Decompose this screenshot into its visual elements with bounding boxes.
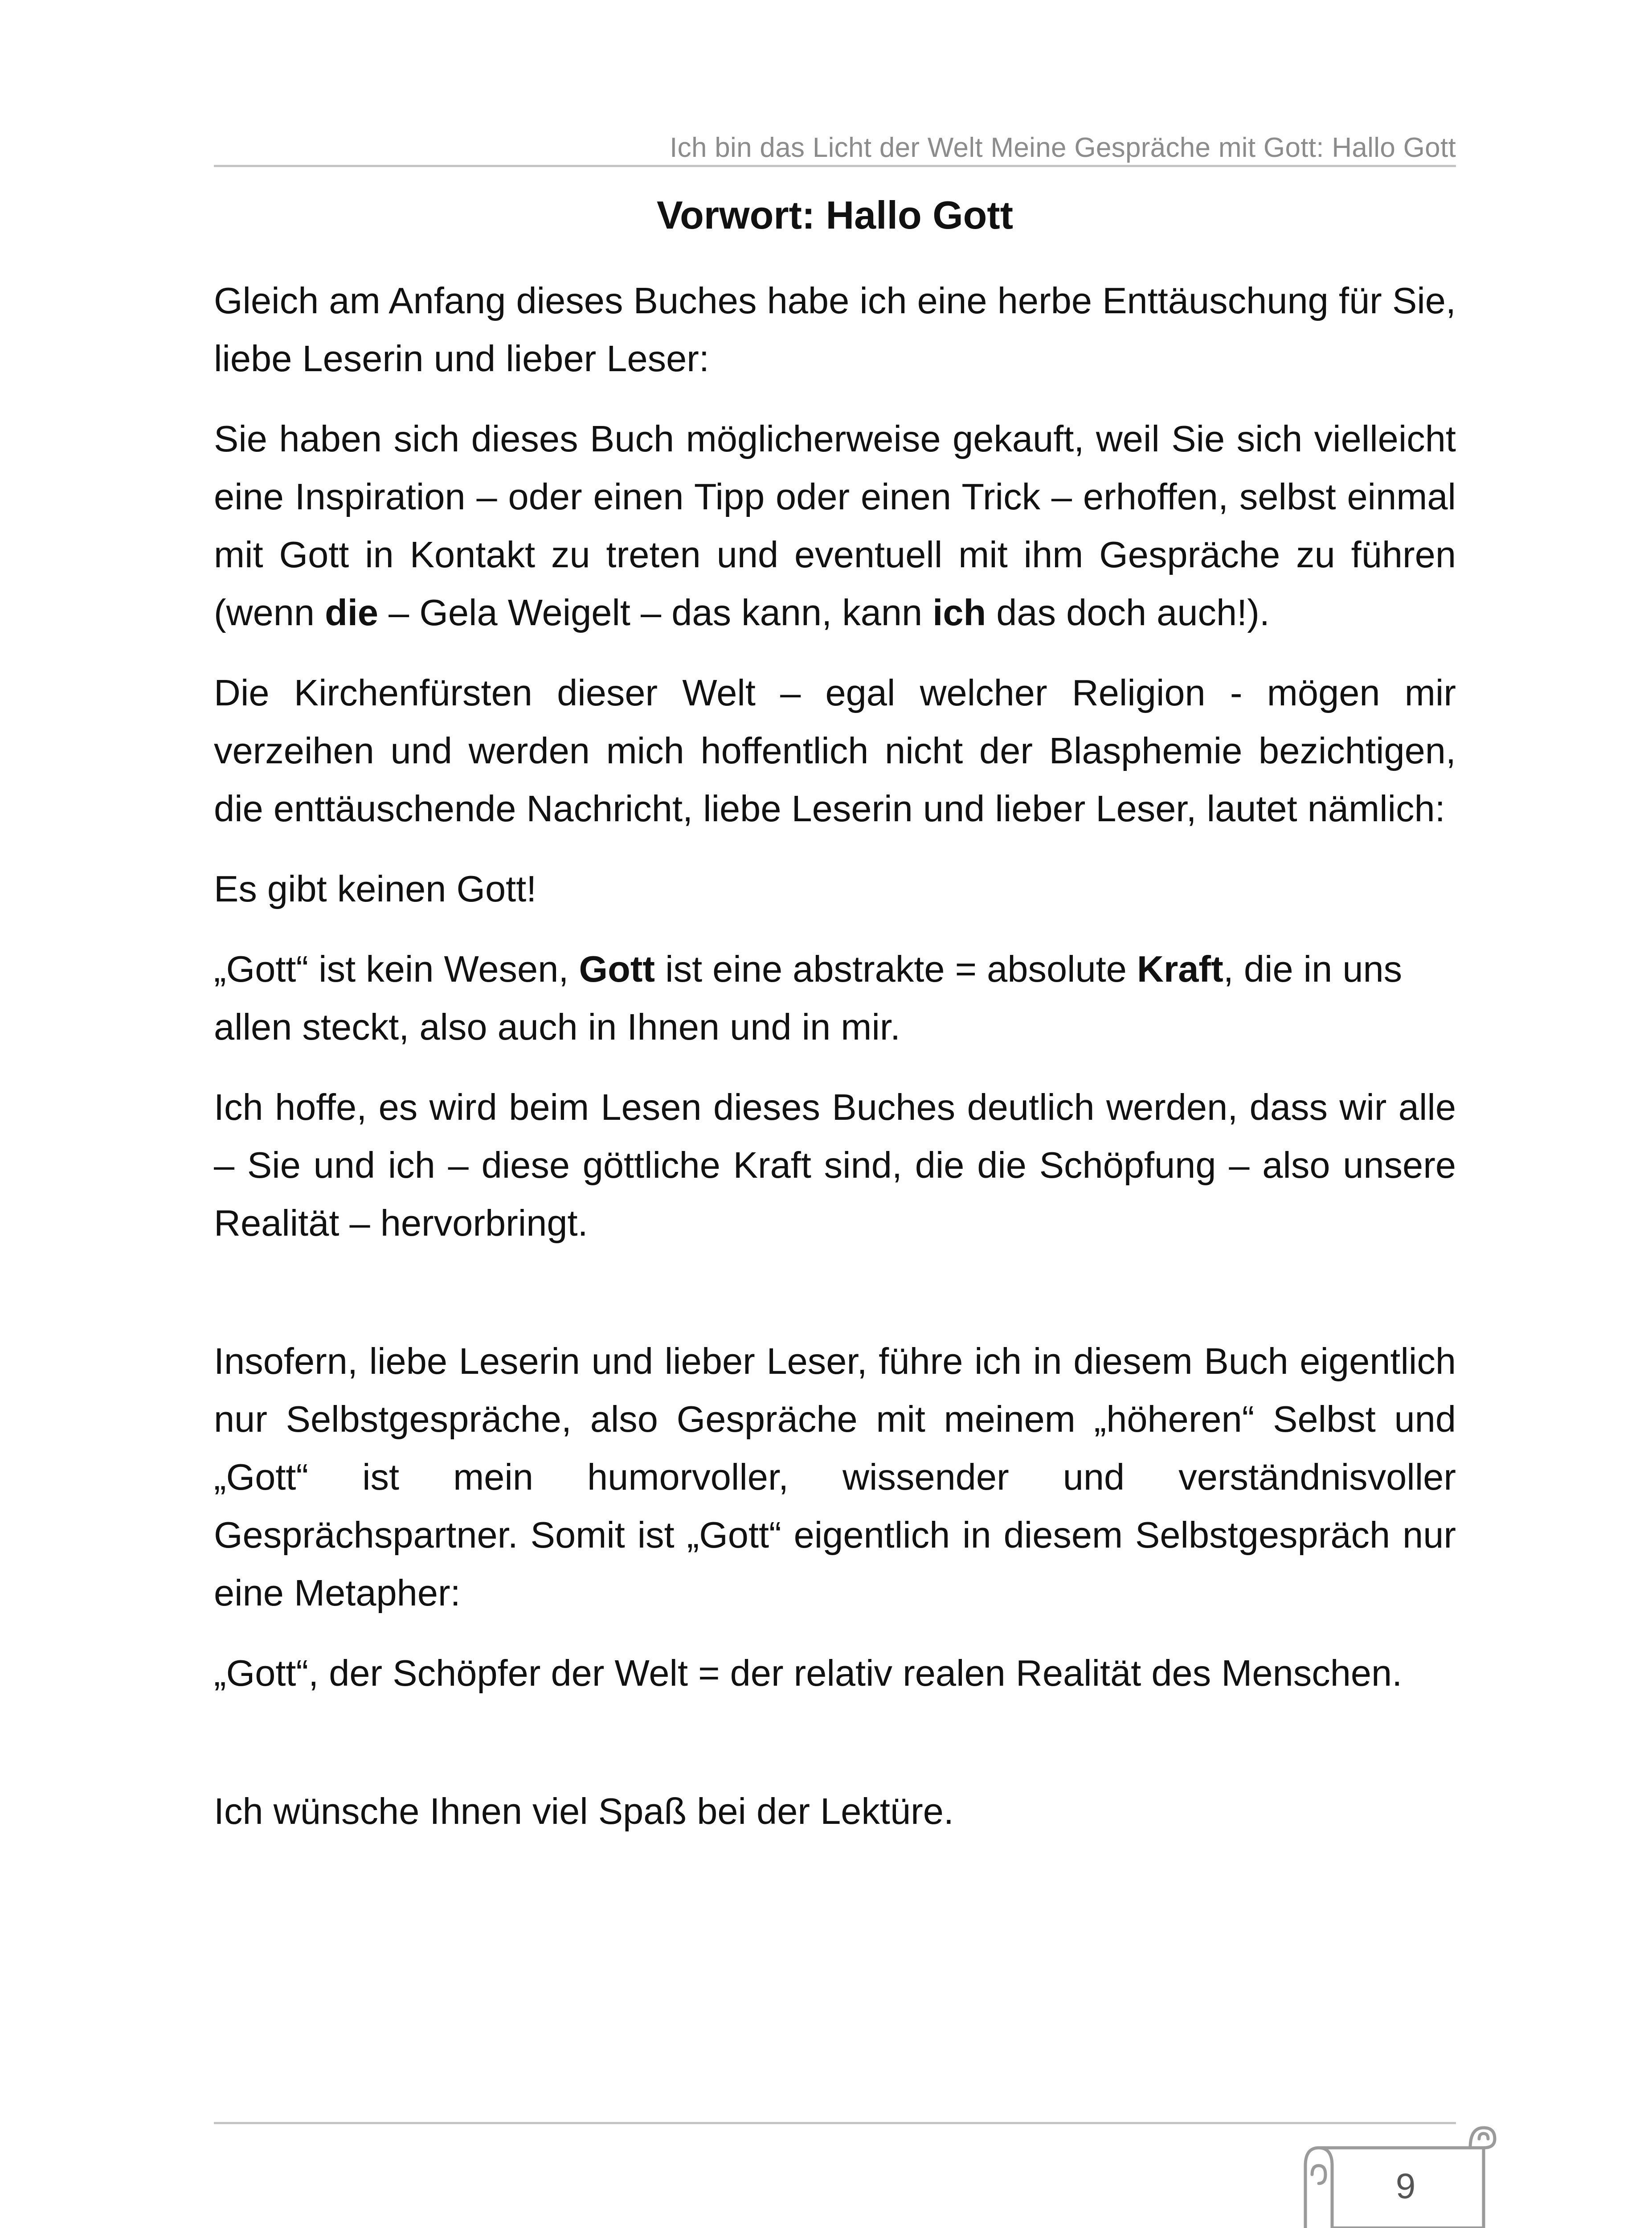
paragraph-2-part-c: – Gela Weigelt – das kann, kann [378,592,933,633]
emphasis-ich: ich [932,592,986,633]
blank-line [214,1724,1456,1782]
paragraph-5-part-c: ist eine abstrakte = absolute [655,948,1137,990]
paragraph-2 [214,410,1456,642]
paragraph-2-part-a: Sie haben sich dieses Buch möglicherweise gekauft, weil Sie sich vielleicht eine Inspiration – oder einen Tipp oder einen Trick – erhoffen, selbst einmal mit Gott in Kontakt zu treten und eventuell mit ihm Gespräche zu führen (wenn [214,418,1456,633]
paragraph-4: Es gibt keinen Gott! [214,868,537,909]
emphasis-die: die [325,592,379,633]
footer-divider [214,2122,1456,2124]
emphasis-kraft: Kraft [1137,948,1223,990]
paragraph-8: „Gott“, der Schöpfer der Welt = der relativ realen Realität des Menschen. [214,1652,1403,1694]
paragraph-2-part-e: das doch auch!). [986,592,1270,633]
emphasis-gott: Gott [579,948,655,990]
page-number: 9 [1395,2166,1416,2206]
paragraph-7: Insofern, liebe Leserin und lieber Leser, führe ich in diesem Buch eigentlich nur Selbstgespräche, also Gespräche mit meinem „höheren“ Selbst und „Gott“ ist mein humorvoller, wissender und verständnisvoller Gesprächspartner. Somit ist „Gott“ eigentlich in diesem Selbstgespräch nur eine Metapher: [214,1340,1456,1614]
paragraph-1: Gleich am Anfang dieses Buches habe ich eine herbe Enttäuschung für Sie, liebe Leserin und lieber Leser: [214,280,1456,379]
paragraph-6: Ich hoffe, es wird beim Lesen dieses Buches deutlich werden, dass wir alle – Sie und ich – diese göttliche Kraft sind, die die Schöpfung – also unsere Realität – hervorbringt. [214,1086,1456,1244]
chapter-title: Vorwort: Hallo Gott [656,193,1014,237]
paragraph-3: Die Kirchenfürsten dieser Welt – egal welcher Religion - mögen mir verzeihen und werden mich hoffentlich nicht der Blasphemie bezichtigen, die enttäuschende Nachricht, liebe Leserin und lieber Leser, lautet nämlich: [214,672,1456,829]
paragraph-5 [214,940,1456,1056]
body-text [214,272,1456,1863]
running-header: Ich bin das Licht der Welt Meine Gespräche mit Gott: Hallo Gott [670,132,1456,163]
blank-line [214,1274,1456,1332]
header-divider [214,165,1456,167]
paragraph-5-part-a: „Gott“ ist kein Wesen, [214,948,579,990]
paragraph-5-part-e: , die in uns allen steckt, also auch in Ihnen und in mir. [214,948,1403,1048]
paragraph-9: Ich wünsche Ihnen viel Spaß bei der Lektüre. [214,1790,954,1832]
